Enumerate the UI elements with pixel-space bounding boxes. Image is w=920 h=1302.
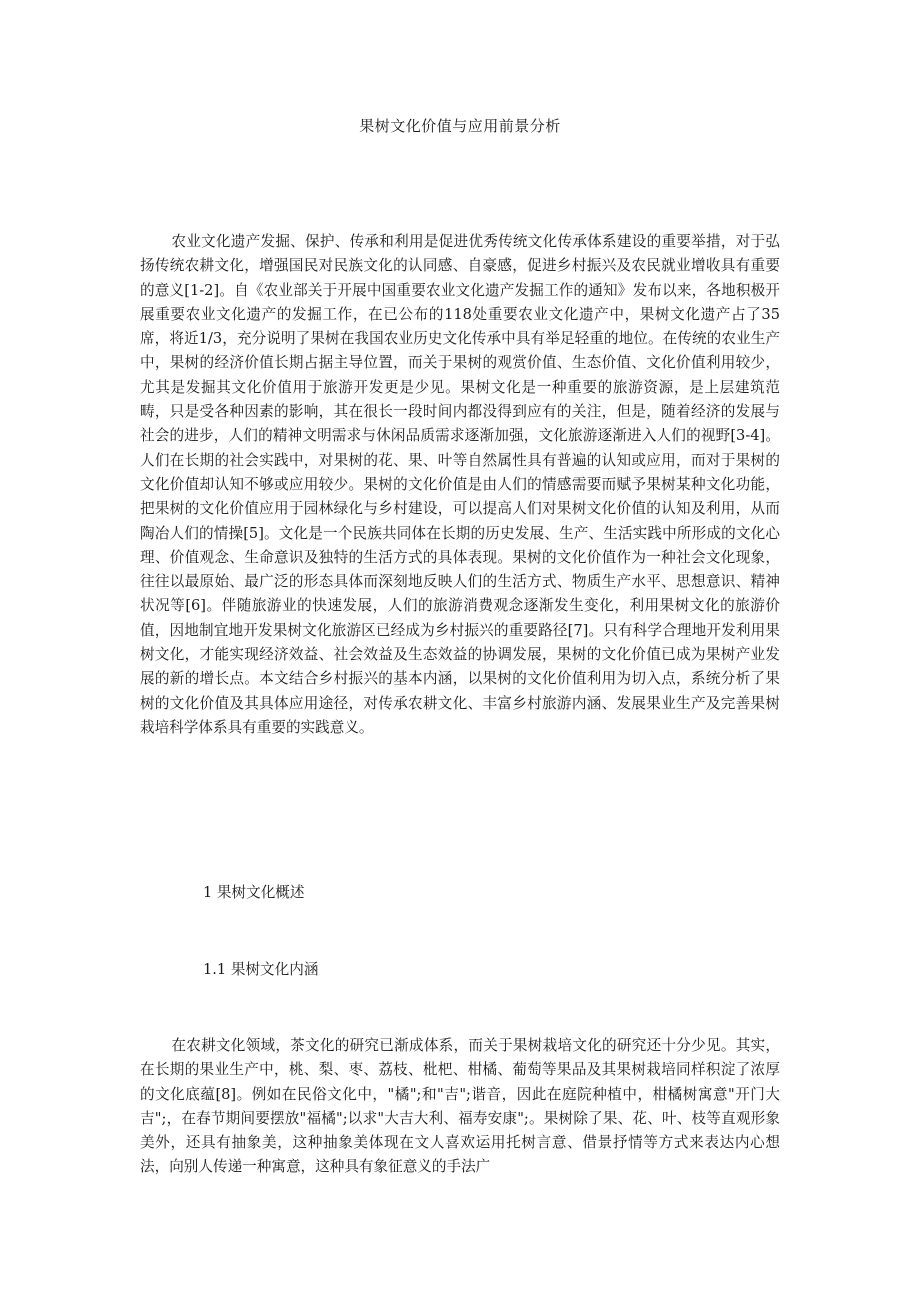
body-paragraph: 在农耕文化领域，茶文化的研究已渐成体系，而关于果树栽培文化的研究还十分少见。其实，在长期的果业生产中，桃、梨、枣、荔枝、枇杷、柑橘、葡萄等果品及其果树栽培同样积淀了浓厚的文化底蕴[8]。例如在民俗文化中，"橘";和"吉";谐音，因此在庭院种植中，柑橘树寓意"开门大吉";，在春节期间要摆放"福橘";以求"大吉大利、福寿安康";。果树除了果、花、叶、枝等直观形象美外，还具有抽象美，这种抽象美体现在文人喜欢运用托树言意、借景抒情等方式来表达内心想法，向别人传递一种寓意，这种具有象征意义的手法广 (140, 1037, 780, 1176)
page-title: 果树文化价值与应用前景分析 (359, 117, 561, 135)
section-heading: 1 果树文化概述 (203, 884, 305, 901)
intro-paragraph: 农业文化遗产发掘、保护、传承和利用是促进优秀传统文化传承体系建设的重要举措，对于弘扬传统农耕文化，增强国民对民族文化的认同感、自豪感，促进乡村振兴及农民就业增收具有重要的意义[1-2]。自《农业部关于开展中国重要农业文化遗产发掘工作的通知》发布以来，各地积极开展重要农业文化遗产的发掘工作，在已公布的118处重要农业文化遗产中，果树文化遗产占了35席，将近1/3，充分说明了果树在我国农业历史文化传承中具有举足轻重的地位。在传统的农业生产中，果树的经济价值长期占据主导位置，而关于果树的观赏价值、生态价值、文化价值利用较少，尤其是发掘其文化价值用于旅游开发更是少见。果树文化是一种重要的旅游资源，是上层建筑范畴，只是受各种因素的影响，其在很长一段时间内都没得到应有的关注，但是，随着经济的发展与社会的进步，人们的精神文明需求与休闲品质需求逐渐加强，文化旅游逐渐进入人们的视野[3-4]。人们在长期的社会实践中，对果树的花、果、叶等自然属性具有普遍的认知或应用，而对于果树的文化价值却认知不够或应用较少。果树的文化价值是由人们的情感需要而赋予果树某种文化功能，把果树的文化价值应用于园林绿化与乡村建设，可以提高人们对果树文化价值的认知及利用，从而陶冶人们的情操[5]。文化是一个民族共同体在长期的历史发展、生产、生活实践中所形成的文化心理、价值观念、生命意识及独特的生活方式的具体表现。果树的文化价值作为一种社会文化现象，往往以最原始、最广泛的形态具体而深刻地反映人们的生活方式、物质生产水平、思想意识、精神状况等[6]。伴随旅游业的快速发展，人们的旅游消费观念逐渐发生变化，利用果树文化的旅游价值，因地制宜地开发果树文化旅游区已经成为乡村振兴的重要路径[7]。只有科学合理地开发利用果树文化，才能实现经济效益、社会效益及生态效益的协调发展，果树的文化价值已成为果树产业发展的新的增长点。本文结合乡村振兴的基本内涵，以果树的文化价值利用为切入点，系统分析了果树的文化价值及其具体应用途径，对传承农耕文化、丰富乡村旅游内涵、发展果业生产及完善果树栽培科学体系具有重要的实践意义。 (140, 233, 780, 736)
subsection-heading: 1.1 果树文化内涵 (203, 961, 319, 978)
